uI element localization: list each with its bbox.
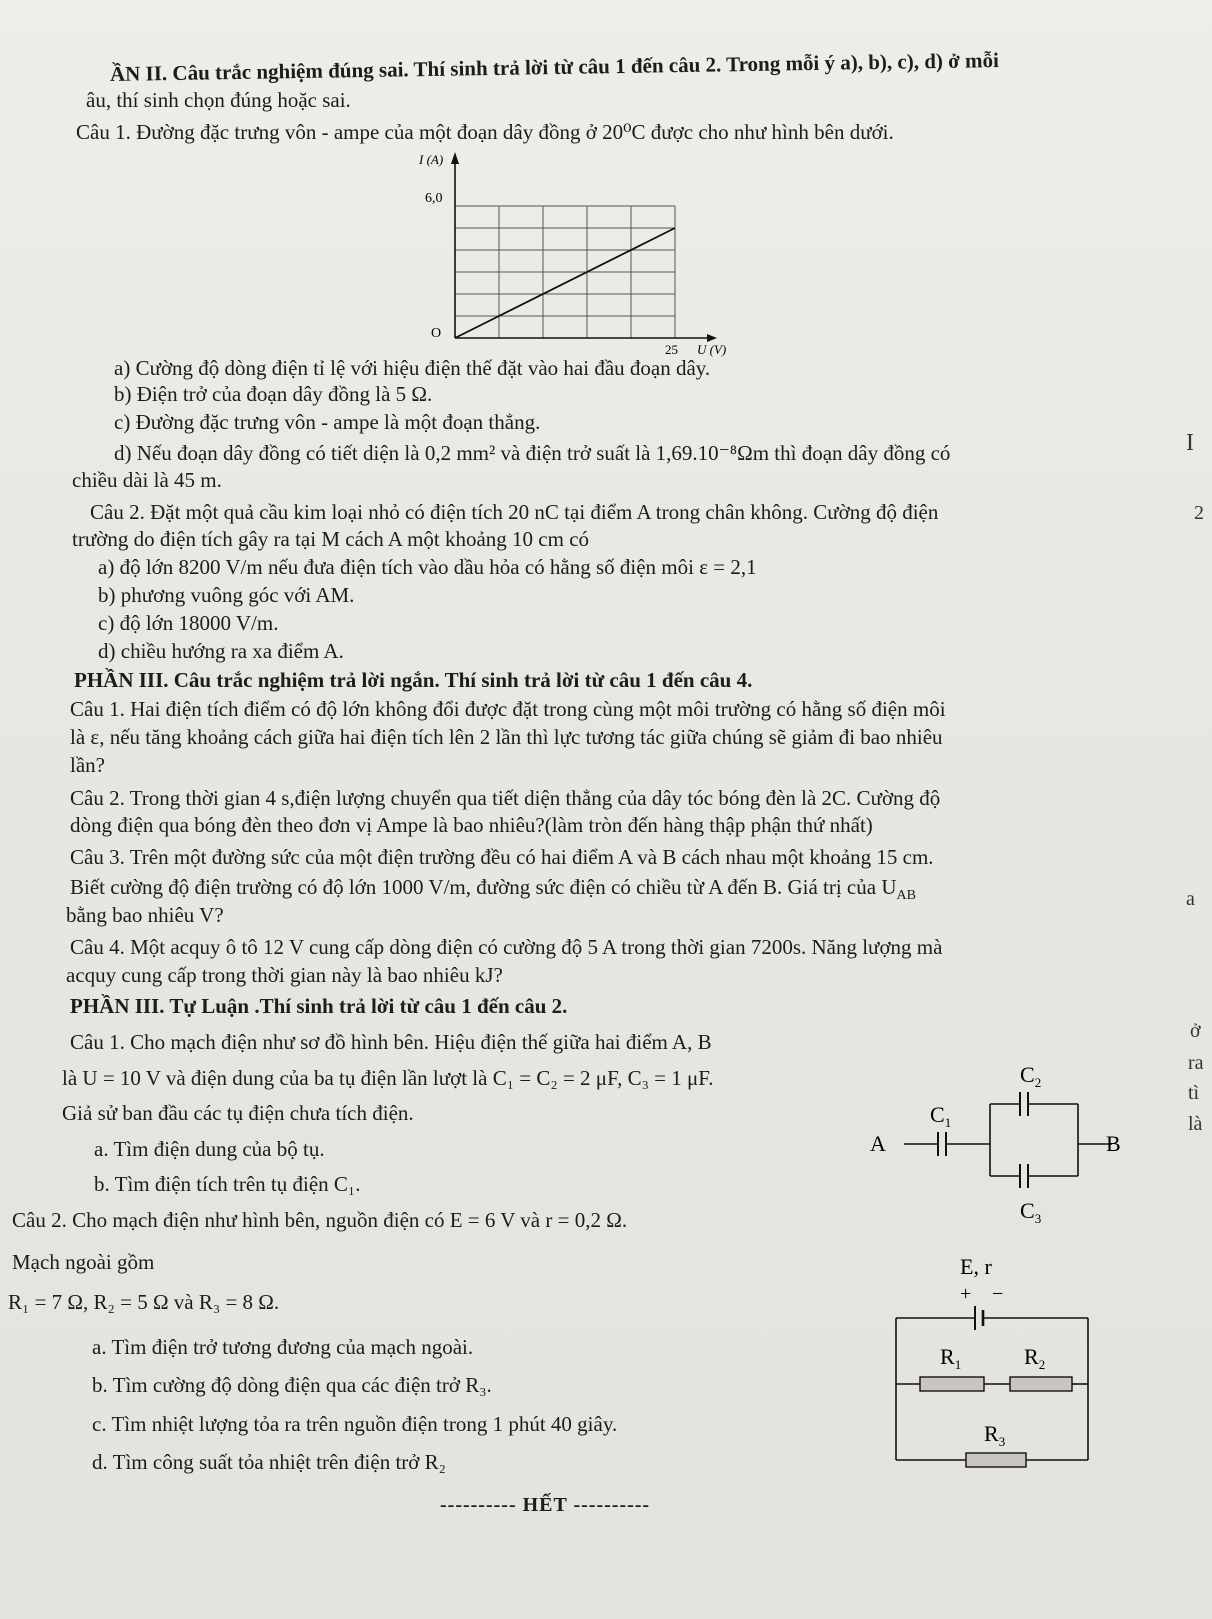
r1-resistor: [920, 1377, 984, 1391]
node-a-label: A: [870, 1131, 886, 1156]
edge-fragment-5: ra: [1188, 1052, 1204, 1074]
p4-q1-a: a. Tìm điện dung của bộ tụ.: [94, 1137, 325, 1161]
edge-fragment-1: I: [1186, 430, 1194, 456]
y-axis-label: I (A): [419, 152, 444, 167]
p3-q3-text: Biết cường độ điện trường có độ lớn 1000 V/m, đường sức điện có chiều từ A đến B. Giá trị của U: [70, 875, 897, 899]
r2-label: $R_2$: [1024, 1344, 1046, 1372]
r3-resistor: [966, 1453, 1026, 1467]
end-marker: ---------- HẾT ----------: [440, 1494, 651, 1516]
c2-label: $C_2$: [1020, 1062, 1042, 1090]
p2-q2-a: a) độ lớn 8200 V/m nếu đưa điện tích vào dầu hỏa có hằng số điện môi ε = 2,1: [98, 555, 757, 579]
part2-heading: ẦN II. Câu trắc nghiệm đúng sai. Thí sinh trả lời từ câu 1 đến câu 2. Trong mỗi ý a), b), c), d) ở mỗi: [109, 48, 1000, 86]
r2-resistor: [1010, 1377, 1072, 1391]
resistor-circuit: [880, 1240, 1105, 1470]
p4-q1-line2: là U = 10 V và điện dung của ba tụ điện lần lượt là C₁ = C₂ = 2 μF, C₃ = 1 μF.: [62, 1066, 714, 1090]
p2-q1-d-cont: chiều dài là 45 m.: [72, 468, 222, 492]
p2-q2-c: c) độ lớn 18000 V/m.: [98, 611, 279, 635]
p4-q1-line3: Giả sử ban đầu các tụ điện chưa tích điện.: [62, 1101, 414, 1125]
p4-q2-b: b. Tìm cường độ dòng điện qua các điện trở R₃.: [92, 1373, 492, 1397]
p3-q1-line2: là ε, nếu tăng khoảng cách giữa hai điện tích lên 2 lần thì lực tương tác giữa chúng sẽ giảm đi bao nhiêu: [70, 725, 943, 749]
edge-fragment-4: ở: [1190, 1020, 1201, 1042]
p2-q1-d: d) Nếu đoạn dây đồng có tiết diện là 0,2 mm² và điện trở suất là 1,69.10⁻⁸Ωm thì đoạn dây đồng có: [114, 441, 951, 465]
p2-q1-stem: Câu 1. Đường đặc trưng vôn - ampe của một đoạn dây đồng ở 20⁰C được cho như hình bên dưới.: [76, 120, 894, 144]
p3-q1-line1: Câu 1. Hai điện tích điểm có độ lớn không đổi được đặt trong cùng một môi trường có hằng số điện môi: [70, 697, 946, 721]
p3-q4-line2: acquy cung cấp trong thời gian này là bao nhiêu kJ?: [66, 963, 503, 987]
p2-q2-stem: Câu 2. Đặt một quả cầu kim loại nhỏ có điện tích 20 nC tại điểm A trong chân không. Cường độ điện: [90, 500, 939, 524]
x-tick-label: 25: [665, 342, 678, 357]
part2-heading-cont: âu, thí sinh chọn đúng hoặc sai.: [86, 88, 351, 112]
edge-fragment-6: tì: [1188, 1082, 1200, 1104]
graph-grid: [455, 206, 675, 338]
source-label: E, r: [960, 1254, 992, 1279]
p2-q2-d: d) chiều hướng ra xa điểm A.: [98, 639, 344, 663]
p4-q2-c: c. Tìm nhiệt lượng tỏa ra trên nguồn điện trong 1 phút 40 giây.: [92, 1412, 618, 1436]
p3-q3-line1: Câu 3. Trên một đường sức của một điện trường đều có hai điểm A và B cách nhau một khoảng 15 cm.: [70, 845, 934, 869]
part3-heading: PHẦN III. Câu trắc nghiệm trả lời ngắn. Thí sinh trả lời từ câu 1 đến câu 4.: [74, 668, 753, 692]
x-axis-arrow: [707, 334, 717, 342]
origin-label: O: [431, 326, 442, 341]
p3-q1-line3: lần?: [70, 753, 105, 777]
c1-label: $C_1$: [930, 1102, 952, 1130]
capacitor-circuit: [860, 1040, 1130, 1226]
plus-sign: +: [960, 1283, 972, 1305]
p4-q2-line3: R₁ = 7 Ω, R₂ = 5 Ω và R₃ = 8 Ω.: [8, 1290, 280, 1314]
p2-q1-b: b) Điện trở của đoạn dây đồng là 5 Ω.: [114, 382, 433, 406]
r3-label: $R_3$: [984, 1421, 1006, 1449]
part4-heading: PHẦN III. Tự Luận .Thí sinh trả lời từ câu 1 đến câu 2.: [70, 994, 568, 1018]
c3-label: $C_3$: [1020, 1198, 1042, 1226]
edge-fragment-2: 2: [1194, 502, 1204, 524]
p4-q1-b: b. Tìm điện tích trên tụ điện C₁.: [94, 1172, 361, 1196]
p4-q1-line1: Câu 1. Cho mạch điện như sơ đồ hình bên. Hiệu điện thế giữa hai điểm A, B: [70, 1030, 712, 1054]
uab-subscript: AB: [896, 888, 916, 904]
x-axis-label: U (V): [697, 342, 727, 357]
p3-q2-line2: dòng điện qua bóng đèn theo đơn vị Ampe là bao nhiêu?(làm tròn đến hàng thập phận thứ nhất): [70, 813, 873, 837]
p3-q2-line1: Câu 2. Trong thời gian 4 s,điện lượng chuyển qua tiết diện thẳng của dây tóc bóng đèn là 2C. Cường độ: [70, 786, 941, 810]
p2-q2-b: b) phương vuông góc với AM.: [98, 583, 355, 607]
r1-label: $R_1$: [940, 1344, 962, 1372]
iv-data-line: [455, 228, 675, 338]
iv-graph: [415, 150, 745, 355]
p4-q2-line2: Mạch ngoài gồm: [12, 1250, 155, 1274]
p3-q3-line3: bằng bao nhiêu V?: [66, 903, 224, 927]
p3-q4-line1: Câu 4. Một acquy ô tô 12 V cung cấp dòng điện có cường độ 5 A trong thời gian 7200s. Năng lượng mà: [70, 935, 943, 959]
p2-q1-c: c) Đường đặc trưng vôn - ampe là một đoạn thẳng.: [114, 410, 541, 434]
p2-q1-a: a) Cường độ dòng điện tỉ lệ với hiệu điện thế đặt vào hai đầu đoạn dây.: [114, 356, 711, 380]
p4-q2-d: d. Tìm công suất tỏa nhiệt trên điện trở R₂: [92, 1450, 446, 1474]
p2-q2-stem-cont: trường do điện tích gây ra tại M cách A một khoảng 10 cm có: [72, 527, 590, 551]
minus-sign: −: [992, 1283, 1004, 1305]
y-tick-label: 6,0: [425, 191, 443, 206]
node-b-label: B: [1106, 1131, 1121, 1156]
p4-q2-line1: Câu 2. Cho mạch điện như hình bên, nguồn điện có E = 6 V và r = 0,2 Ω.: [12, 1208, 628, 1232]
edge-fragment-3: a: [1186, 888, 1195, 910]
y-axis-arrow: [451, 152, 459, 164]
edge-fragment-7: là: [1188, 1113, 1203, 1135]
p4-q2-a: a. Tìm điện trở tương đương của mạch ngoài.: [92, 1335, 474, 1359]
